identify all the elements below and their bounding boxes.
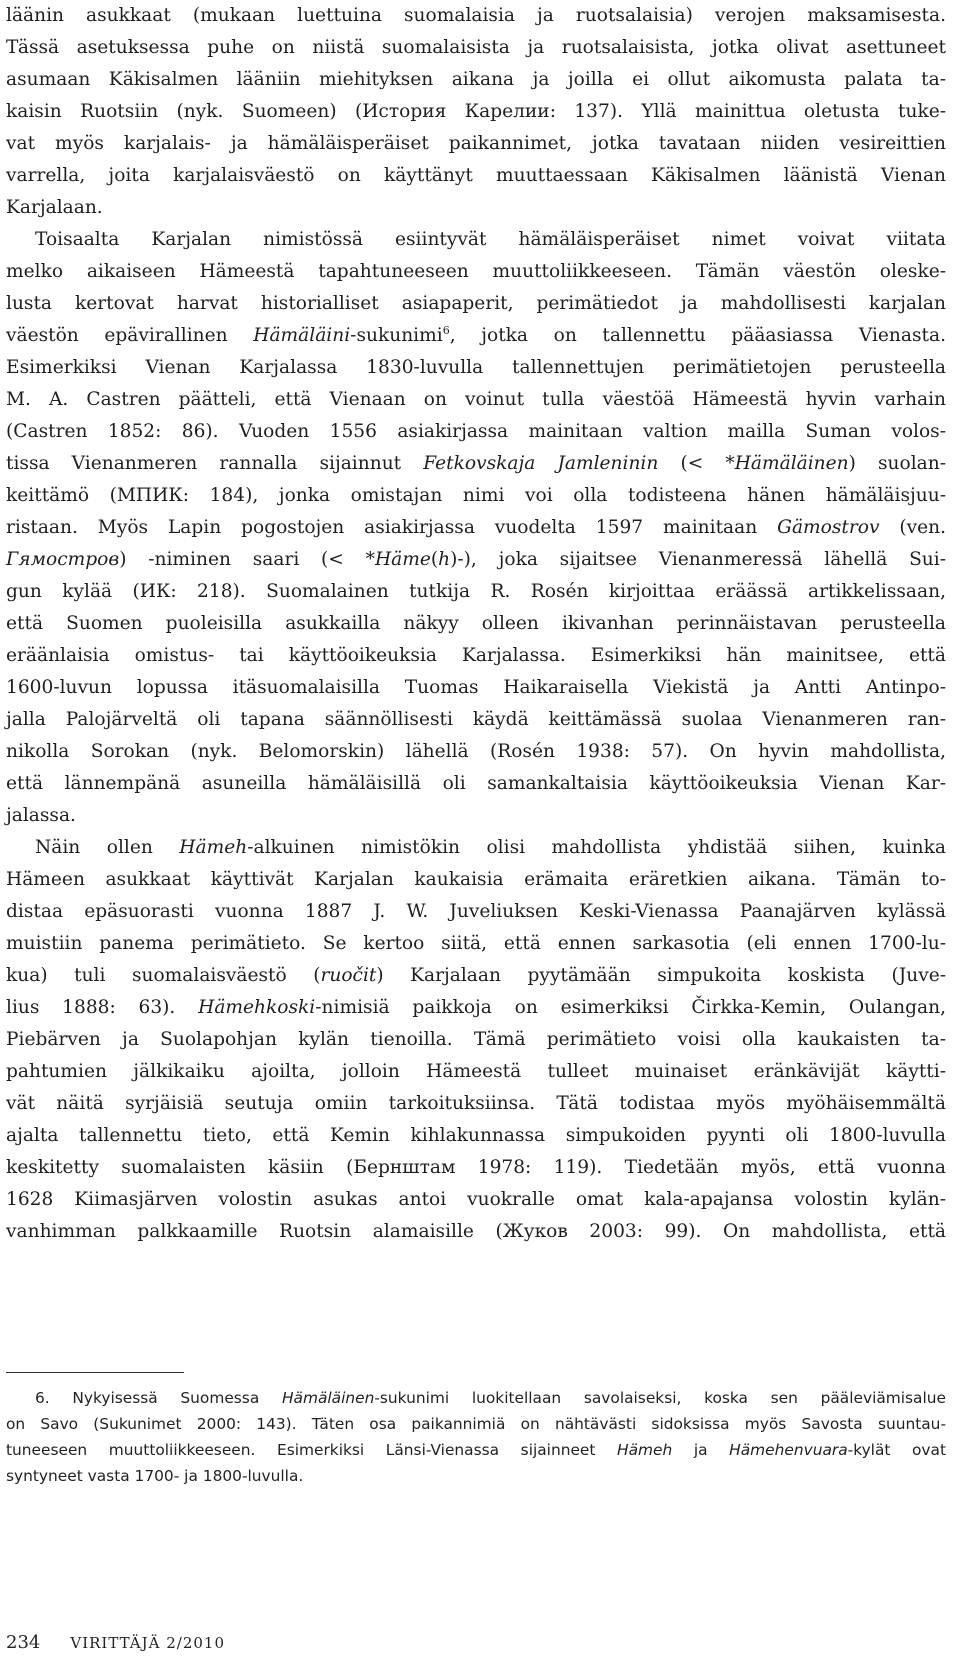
- text-run: (ven.: [879, 517, 947, 538]
- text-line: että lännempänä asuneilla hämäläisillä oli samankaltaisia käyttöoikeuksia Vienan Kar-: [6, 773, 946, 794]
- text-run: -nimisiä paikkoja on esimerkiksi Čirkka-Kemin, Oulangan,: [315, 997, 946, 1018]
- text-line: keskitetty suomalaisten käsiin (Бернштам 1978: 119). Tiedetään myös, että vuonna: [6, 1157, 946, 1178]
- text-run: , jotka on tallennettu pääasiassa Vienasta.: [449, 325, 946, 346]
- text-line: jalla Palojärveltä oli tapana säännöllisesti käydä keittämässä suolaa Vienanmeren ran-: [6, 709, 946, 730]
- text-line: varrella, joita karjalaisväestö on käyttänyt muuttaessaan Käkisalmen läänistä Vienan: [6, 165, 946, 186]
- italic-term: Hämäläini: [253, 325, 351, 346]
- page-number: 234: [6, 1632, 41, 1653]
- page-footer: [6, 1632, 225, 1653]
- text-run: lius 1888: 63).: [6, 997, 199, 1018]
- text-line: [6, 320, 946, 352]
- text-line: M. A. Castren päätteli, että Vienaan on voinut tulla väestöä Hämeestä hyvin varhain: [6, 389, 946, 410]
- italic-term: Hämeh: [179, 837, 248, 858]
- text-run: )-), joka sijaitsee Vienanmeressä lähellä Sui-: [450, 549, 947, 570]
- italic-term: Гямостров: [6, 549, 120, 570]
- italic-term: Hämehenvuara: [729, 1441, 848, 1459]
- text-line: läänin asukkaat (mukaan luettuina suomalaisia ja ruotsalaisia) verojen maksamisesta.: [6, 5, 946, 26]
- text-run: kua) tuli suomalaisväestö (: [6, 965, 321, 986]
- text-run: väestön epävirallinen: [6, 325, 254, 346]
- footnote-line: [6, 1437, 946, 1463]
- text-run: -sukunimi luokitellaan savolaiseksi, koska sen pääleviämisalue: [374, 1389, 946, 1407]
- text-run: -sukunimi: [350, 325, 443, 346]
- text-line: eräänlaisia omistus- tai käyttöoikeuksia Karjalassa. Esimerkiksi hän mainitsee, että: [6, 645, 946, 666]
- text-run: tissa Vienanmeren rannalla sijainnut: [6, 453, 424, 474]
- text-line: vät näitä syrjäisiä seutuja omiin tarkoituksiinsa. Tätä todistaa myös myöhäisemmältä: [6, 1093, 946, 1114]
- text-line: vat myös karjalais- ja hämäläisperäiset paikannimet, jotka tavataan niiden vesireittien: [6, 133, 946, 154]
- italic-term: Hämeh: [617, 1441, 673, 1459]
- text-run: (: [430, 549, 439, 570]
- text-line: asumaan Käkisalmen lääniin miehityksen aikana ja joilla ei ollut aikomusta palata ta-: [6, 69, 946, 90]
- text-run: ) suolan-: [848, 453, 946, 474]
- text-line: lusta kertovat harvat historialliset asiapaperit, perimätiedot ja mahdollisesti karjalan: [6, 293, 946, 314]
- text-run: (< *: [658, 453, 735, 474]
- text-line: 1628 Kiimasjärven volostin asukas antoi vuokralle omat kala-apajansa volostin kylän-: [6, 1189, 946, 1210]
- italic-term: Fetkovskaja Jamleninin: [423, 453, 659, 474]
- text-line: gun kylää (ИК: 218). Suomalainen tutkija R. Rosén kirjoittaa eräässä artikkelissaan,: [6, 581, 946, 602]
- text-line: kaisin Ruotsiin (nyk. Suomeen) (История Карелии: 137). Yllä mainittua oletusta tuke-: [6, 101, 946, 122]
- text-line: 1600-luvun lopussa itäsuomalaisilla Tuomas Haikaraisella Viekistä ja Antti Antinpo-: [6, 677, 946, 698]
- text-line: muistiin panema perimätieto. Se kertoo siitä, että ennen sarkasotia (eli ennen 1700-lu-: [6, 933, 946, 954]
- text-run: Näin ollen: [35, 837, 180, 858]
- text-line: [6, 960, 946, 992]
- footnote-marker: 6: [442, 323, 450, 337]
- text-line: Tässä asetuksessa puhe on niistä suomalaisista ja ruotsalaisista, jotka olivat asettuneet: [6, 37, 946, 58]
- footnote-line: on Savo (Sukunimet 2000: 143). Täten osa paikannimiä on nähtävästi sidoksissa myös Savosta suuntau-: [6, 1415, 946, 1433]
- text-line: [6, 992, 946, 1024]
- text-line: [6, 448, 946, 480]
- text-run: ristaan. Myös Lapin pogostojen asiakirjassa vuodelta 1597 mainitaan: [6, 517, 778, 538]
- footnote-line: [35, 1385, 946, 1411]
- italic-term: Hämäläinen: [734, 453, 849, 474]
- text-line: jalassa.: [6, 805, 76, 826]
- italic-term: Hämehkoski: [198, 997, 316, 1018]
- text-run: ) Karjalaan pyytämään simpukoita koskista (Juve-: [376, 965, 946, 986]
- text-line: pahtumien jälkikaiku ajoilta, jolloin Hämeestä tulleet muinaiset eränkävijät käytti-: [6, 1061, 946, 1082]
- text-line: [6, 512, 946, 544]
- text-line: Karjalaan.: [6, 197, 103, 218]
- text-run: ) -niminen saari (< *: [119, 549, 375, 570]
- italic-term: Gämostrov: [777, 517, 880, 538]
- text-line: distaa epäsuorasti vuonna 1887 J. W. Juveliuksen Keski-Vienassa Paanajärven kylässä: [6, 901, 946, 922]
- text-line: melko aikaiseen Hämeestä tapahtuneeseen muuttoliikkeeseen. Tämän väestön oleske-: [6, 261, 946, 282]
- italic-term: h: [438, 549, 451, 570]
- text-run: ja: [672, 1441, 730, 1459]
- text-line: Esimerkiksi Vienan Karjalassa 1830-luvulla tallennettujen perimätietojen perusteella: [6, 357, 946, 378]
- text-run: -alkuinen nimistökin olisi mahdollista yhdistää siihen, kuinka: [247, 837, 946, 858]
- italic-term: ruočit: [320, 965, 377, 986]
- italic-term: Hämäläinen: [281, 1389, 375, 1407]
- text-line: ajalta tallennettu tieto, että Kemin kihlakunnassa simpukoiden pyynti oli 1800-luvulla: [6, 1125, 946, 1146]
- text-line: että Suomen puoleisilla asukkailla näkyy olleen ikivanhan perinnäistavan perusteella: [6, 613, 946, 634]
- journal-name: VIRITTÄJÄ 2/2010: [70, 1634, 226, 1652]
- text-line: (Castren 1852: 86). Vuoden 1556 asiakirjassa mainitaan valtion mailla Suman volos-: [6, 421, 946, 442]
- text-line: Toisaalta Karjalan nimistössä esiintyvät hämäläisperäiset nimet voivat viitata: [35, 229, 946, 250]
- text-line: Piebärven ja Suolapohjan kylän tienoilla. Tämä perimätieto voisi olla kaukaisten ta-: [6, 1029, 946, 1050]
- footnote-line: syntyneet vasta 1700- ja 1800-luvulla.: [6, 1467, 304, 1485]
- text-line: vanhimman palkkaamille Ruotsin alamaisille (Жуков 2003: 99). On mahdollista, että: [6, 1221, 946, 1242]
- text-run: 6. Nykyisessä Suomessa: [35, 1389, 282, 1407]
- text-line: [35, 832, 946, 864]
- text-line: nikolla Sorokan (nyk. Belomorskin) lähellä (Rosén 1938: 57). On hyvin mahdollista,: [6, 741, 946, 762]
- text-run: tuneeseen muuttoliikkeeseen. Esimerkiksi Länsi-Vienassa sijainneet: [6, 1441, 618, 1459]
- text-line: Hämeen asukkaat käyttivät Karjalan kaukaisia erämaita eräretkien aikana. Tämän to-: [6, 869, 946, 890]
- footnote-divider: [6, 1372, 184, 1373]
- text-line: [6, 544, 946, 576]
- text-line: keittämö (МПИК: 184), jonka omistajan nimi voi olla todisteena hänen hämäläisjuu-: [6, 485, 946, 506]
- italic-term: Häme: [374, 549, 431, 570]
- text-run: -kylät ovat: [847, 1441, 947, 1459]
